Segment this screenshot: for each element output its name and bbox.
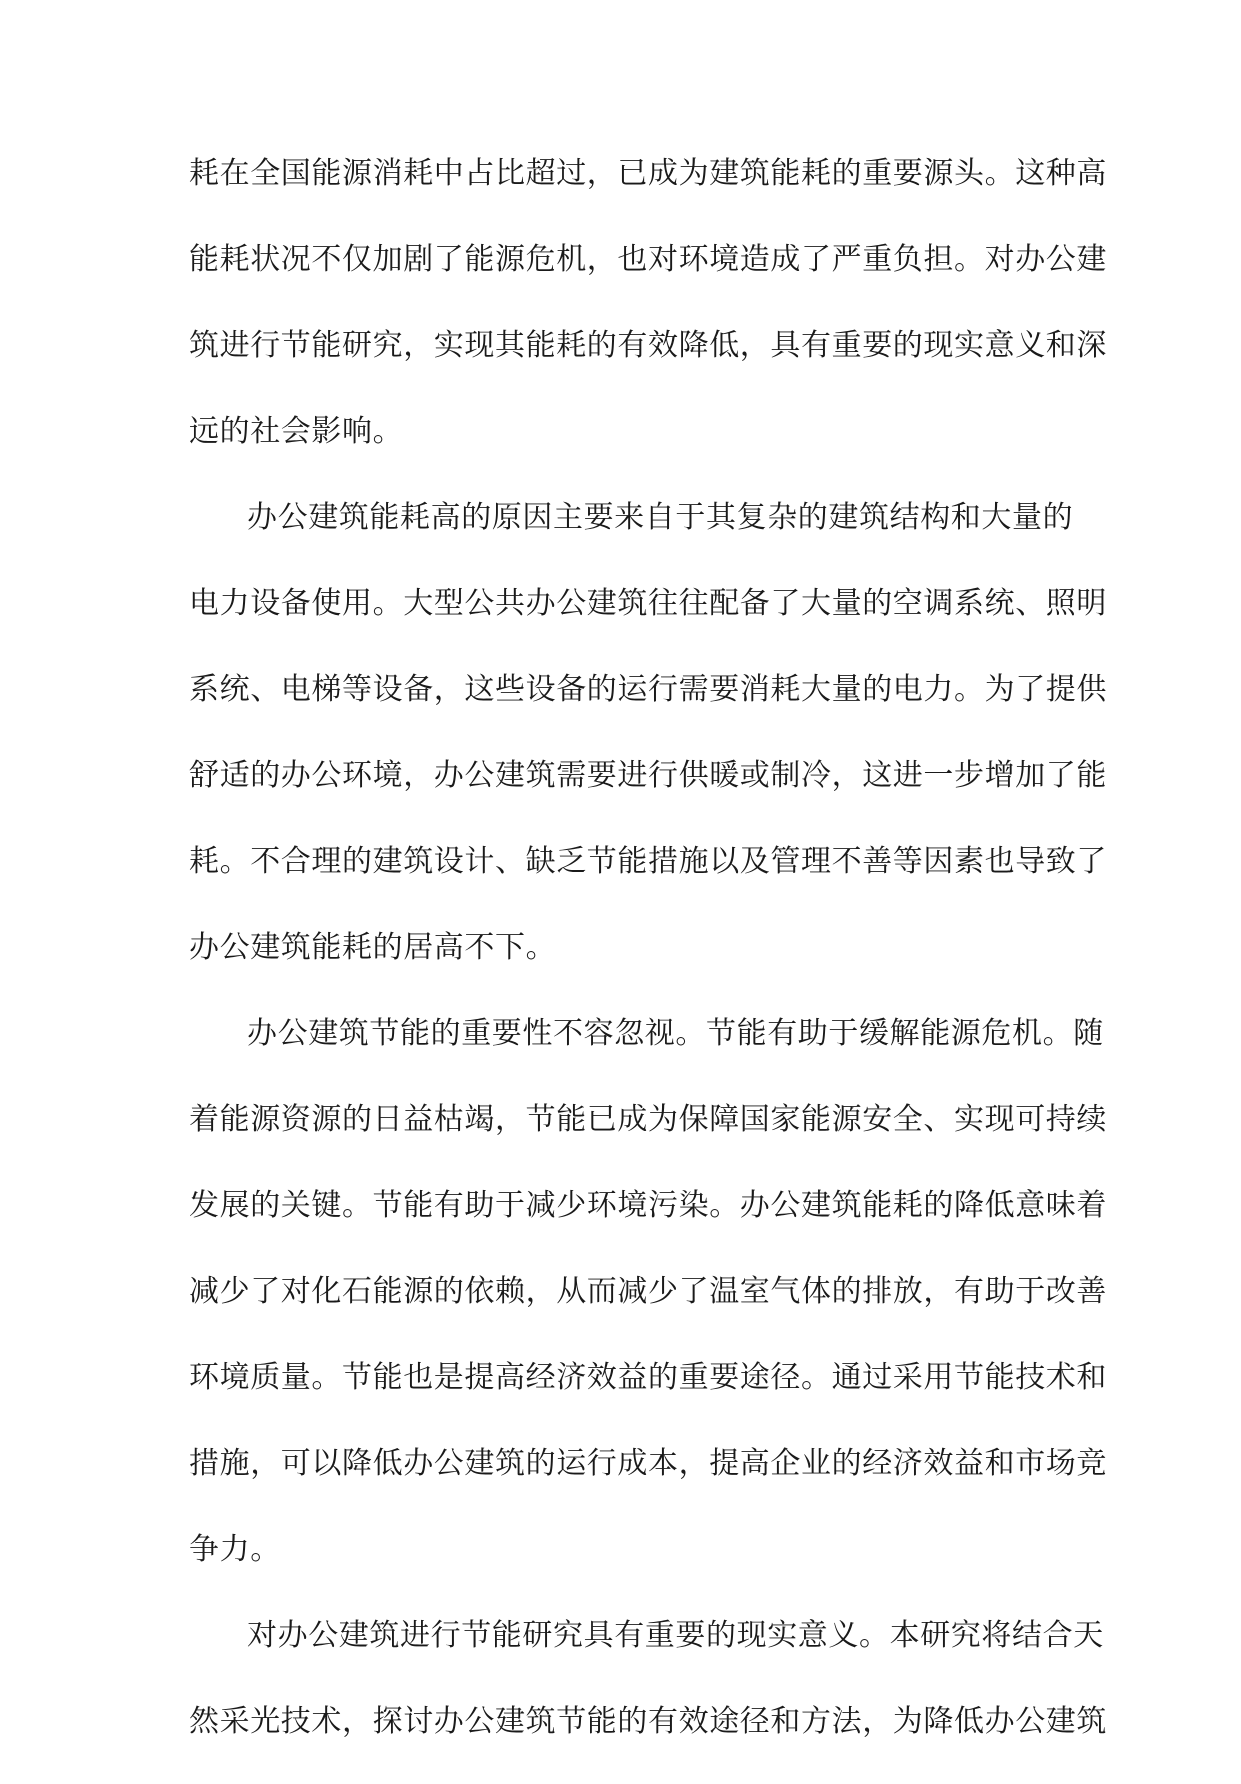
text-line: 着能源资源的日益枯竭，节能已成为保障国家能源安全、实现可持续 xyxy=(189,1102,1107,1137)
paragraph-2 xyxy=(189,494,1107,1010)
paragraph-3 xyxy=(189,1010,1107,1612)
text-line: 减少了对化石能源的依赖，从而减少了温室气体的排放，有助于改善 xyxy=(189,1274,1107,1309)
text-line: 办公建筑能耗高的原因主要来自于其复杂的建筑结构和大量的 xyxy=(247,500,1074,535)
text-line: 环境质量。节能也是提高经济效益的重要途径。通过采用节能技术和 xyxy=(189,1360,1107,1395)
text-line: 电力设备使用。大型公共办公建筑往往配备了大量的空调系统、照明 xyxy=(189,586,1107,621)
text-line: 然采光技术，探讨办公建筑节能的有效途径和方法，为降低办公建筑 xyxy=(189,1704,1107,1739)
text-line: 办公建筑能耗的居高不下。 xyxy=(189,930,557,965)
text-line: 远的社会影响。 xyxy=(189,414,404,449)
text-line: 对办公建筑进行节能研究具有重要的现实意义。本研究将结合天 xyxy=(247,1618,1104,1653)
text-line: 系统、电梯等设备，这些设备的运行需要消耗大量的电力。为了提供 xyxy=(189,672,1107,707)
text-line: 耗。不合理的建筑设计、缺乏节能措施以及管理不善等因素也导致了 xyxy=(189,844,1107,879)
text-line: 耗在全国能源消耗中占比超过，已成为建筑能耗的重要源头。这种高 xyxy=(189,156,1107,191)
text-line: 争力。 xyxy=(189,1532,281,1567)
paragraph-4 xyxy=(189,1612,1107,1784)
paragraph-1 xyxy=(189,150,1107,494)
text-line: 办公建筑节能的重要性不容忽视。节能有助于缓解能源危机。随 xyxy=(247,1016,1104,1051)
text-line: 措施，可以降低办公建筑的运行成本，提高企业的经济效益和市场竞 xyxy=(189,1446,1107,1481)
text-line: 筑进行节能研究，实现其能耗的有效降低，具有重要的现实意义和深 xyxy=(189,328,1107,363)
text-line: 发展的关键。节能有助于减少环境污染。办公建筑能耗的降低意味着 xyxy=(189,1188,1107,1223)
text-line: 能耗状况不仅加剧了能源危机，也对环境造成了严重负担。对办公建 xyxy=(189,242,1107,277)
text-line: 舒适的办公环境，办公建筑需要进行供暖或制冷，这进一步增加了能 xyxy=(189,758,1107,793)
body-text xyxy=(189,150,1107,1784)
